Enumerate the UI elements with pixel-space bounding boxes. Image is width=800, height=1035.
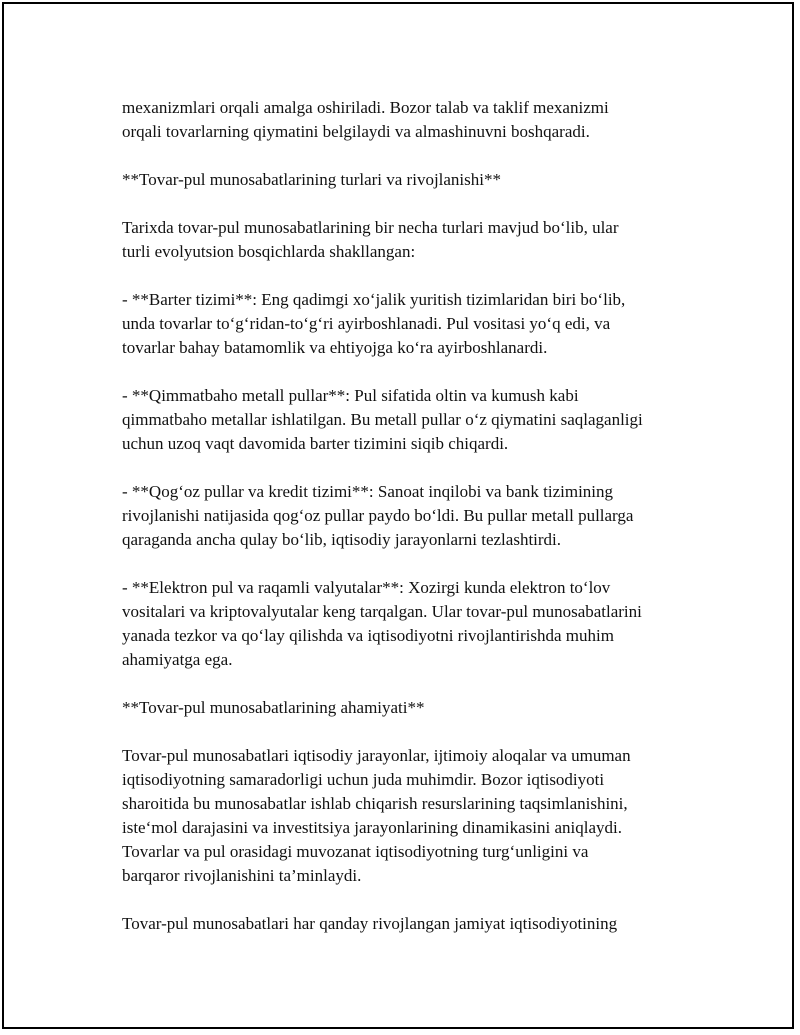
paragraph bbox=[122, 696, 762, 720]
text-line: Tovarlar va pul orasidagi muvozanat iqtisodiyotning turg‘unligini va bbox=[122, 842, 589, 861]
text-line: ahamiyatga ega. bbox=[122, 650, 233, 669]
text-line: Tovar-pul munosabatlari iqtisodiy jarayonlar, ijtimoiy aloqalar va umuman bbox=[122, 746, 631, 765]
paragraph bbox=[122, 168, 762, 192]
paragraph bbox=[122, 384, 762, 456]
text-line: - **Barter tizimi**: Eng qadimgi xo‘jalik yuritish tizimlaridan biri bo‘lib, bbox=[122, 290, 626, 309]
text-line: vositalari va kriptovalyutalar keng tarqalgan. Ular tovar-pul munosabatlarini bbox=[122, 602, 642, 621]
document-body bbox=[122, 96, 762, 960]
text-line: **Tovar-pul munosabatlarining ahamiyati** bbox=[122, 698, 425, 717]
paragraph bbox=[122, 744, 762, 888]
text-line: sharoitida bu munosabatlar ishlab chiqarish resurslarining taqsimlanishini, bbox=[122, 794, 628, 813]
text-line: Tovar-pul munosabatlari har qanday rivojlangan jamiyat iqtisodiyotining bbox=[122, 914, 618, 933]
text-line: uchun uzoq vaqt davomida barter tizimini siqib chiqardi. bbox=[122, 434, 509, 453]
paragraph bbox=[122, 480, 762, 552]
paragraph bbox=[122, 288, 762, 360]
text-line: tovarlar bahay batamomlik va ehtiyojga ko‘ra ayirboshlanardi. bbox=[122, 338, 548, 357]
text-line: qimmatbaho metallar ishlatilgan. Bu metall pullar o‘z qiymatini saqlaganligi bbox=[122, 410, 643, 429]
text-line: unda tovarlar to‘g‘ridan-to‘g‘ri ayirboshlanadi. Pul vositasi yo‘q edi, va bbox=[122, 314, 611, 333]
text-line: - **Qog‘oz pullar va kredit tizimi**: Sanoat inqilobi va bank tizimining bbox=[122, 482, 614, 501]
text-line: - **Elektron pul va raqamli valyutalar**: Xozirgi kunda elektron to‘lov bbox=[122, 578, 611, 597]
paragraph bbox=[122, 576, 762, 672]
text-line: **Tovar-pul munosabatlarining turlari va rivojlanishi** bbox=[122, 170, 501, 189]
paragraph bbox=[122, 216, 762, 264]
text-line: mexanizmlari orqali amalga oshiriladi. Bozor talab va taklif mexanizmi bbox=[122, 98, 609, 117]
text-line: qaraganda ancha qulay bo‘lib, iqtisodiy jarayonlarni tezlashtirdi. bbox=[122, 530, 562, 549]
text-line: Tarixda tovar-pul munosabatlarining bir necha turlari mavjud bo‘lib, ular bbox=[122, 218, 619, 237]
text-line: yanada tezkor va qo‘lay qilishda va iqtisodiyotni rivojlantirishda muhim bbox=[122, 626, 614, 645]
text-line: turli evolyutsion bosqichlarda shakllangan: bbox=[122, 242, 416, 261]
text-line: iste‘mol darajasini va investitsiya jarayonlarining dinamikasini aniqlaydi. bbox=[122, 818, 622, 837]
text-line: iqtisodiyotning samaradorligi uchun juda muhimdir. Bozor iqtisodiyoti bbox=[122, 770, 605, 789]
text-line: orqali tovarlarning qiymatini belgilaydi va almashinuvni boshqaradi. bbox=[122, 122, 590, 141]
text-line: - **Qimmatbaho metall pullar**: Pul sifatida oltin va kumush kabi bbox=[122, 386, 579, 405]
paragraph bbox=[122, 912, 762, 936]
text-line: barqaror rivojlanishini ta’minlaydi. bbox=[122, 866, 362, 885]
page-frame bbox=[2, 2, 794, 1029]
paragraph bbox=[122, 96, 762, 144]
text-line: rivojlanishi natijasida qog‘oz pullar paydo bo‘ldi. Bu pullar metall pullarga bbox=[122, 506, 634, 525]
